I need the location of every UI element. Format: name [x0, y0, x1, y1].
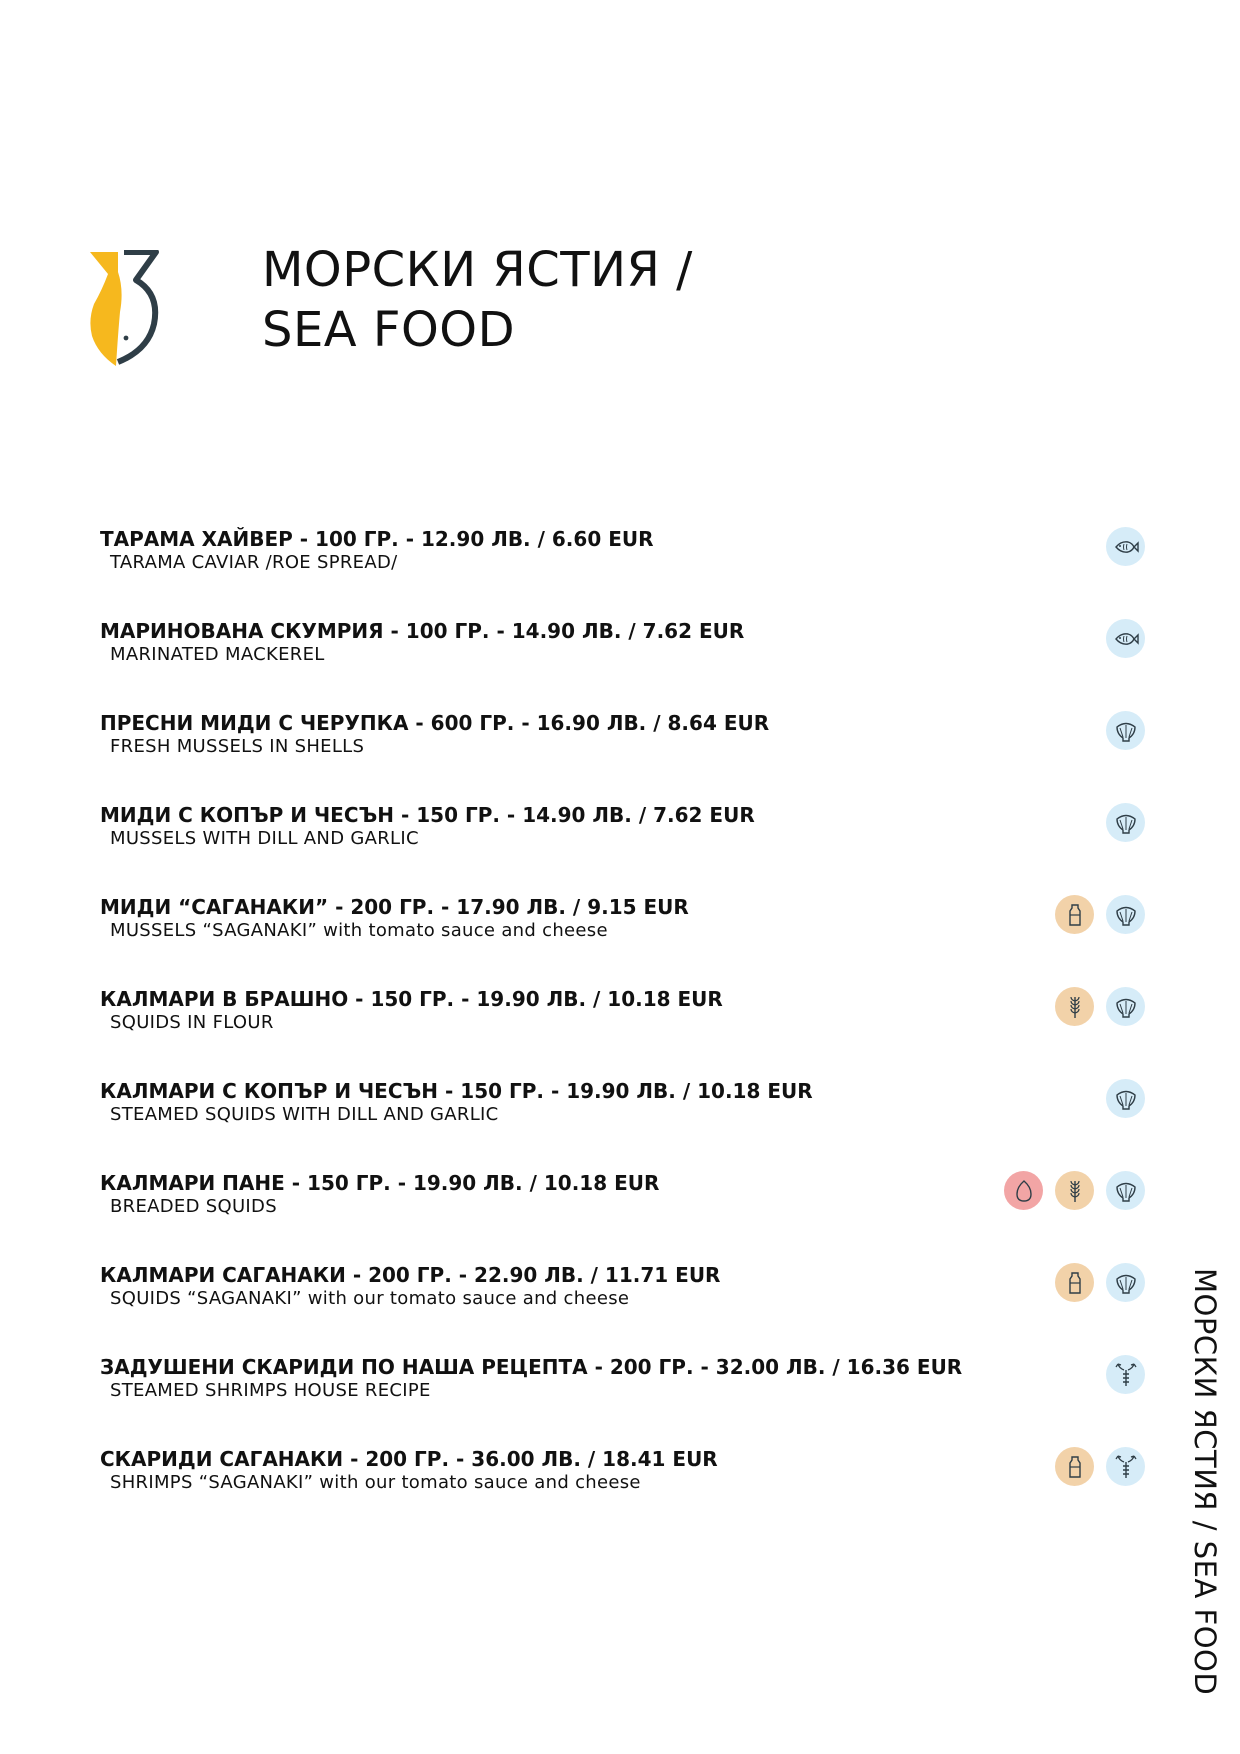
menu-item-price: - 600 ГР. - 16.90 ЛВ. / 8.64 EUR — [408, 711, 770, 735]
menu-item-english: STEAMED SHRIMPS HOUSE RECIPE — [110, 1380, 431, 1401]
menu-item-title — [100, 1079, 813, 1103]
menu-item — [100, 803, 1145, 895]
menu-item-name: МИДИ С КОПЪР И ЧЕСЪН — [100, 803, 395, 827]
menu-item-name: ПРЕСНИ МИДИ С ЧЕРУПКА — [100, 711, 409, 735]
allergen-icons — [1106, 711, 1145, 750]
menu-item — [100, 987, 1145, 1079]
menu-item-text — [100, 1263, 720, 1310]
menu-item-english: STEAMED SQUIDS WITH DILL AND GARLIC — [110, 1104, 499, 1125]
gluten-allergen-icon — [1055, 987, 1094, 1026]
menu-item-title — [100, 619, 744, 643]
menu-item-text — [100, 1079, 813, 1126]
menu-item-price: - 200 ГР. - 32.00 ЛВ. / 16.36 EUR — [587, 1355, 963, 1379]
menu-item-price: - 150 ГР. - 19.90 ЛВ. / 10.18 EUR — [438, 1079, 813, 1103]
menu-item-name: СКАРИДИ САГАНАКИ — [100, 1447, 344, 1471]
fish-allergen-icon — [1106, 527, 1145, 566]
allergen-icons — [1106, 803, 1145, 842]
mollusc-allergen-icon — [1106, 1079, 1145, 1118]
milk-allergen-icon — [1055, 1447, 1094, 1486]
crustacean-allergen-icon — [1106, 1355, 1145, 1394]
menu-item-title — [100, 1171, 659, 1195]
allergen-icons — [1055, 987, 1145, 1026]
menu-item-name: КАЛМАРИ С КОПЪР И ЧЕСЪН — [100, 1079, 439, 1103]
menu-item-text — [100, 895, 689, 942]
menu-item-english: SHRIMPS “SAGANAKI” with our tomato sauce and cheese — [110, 1472, 641, 1493]
page-title — [262, 240, 693, 360]
allergen-icons — [1106, 619, 1145, 658]
menu-item-name: ЗАДУШЕНИ СКАРИДИ ПО НАША РЕЦЕПТА — [100, 1355, 588, 1379]
menu-item-name: МАРИНОВАНА СКУМРИЯ — [100, 619, 384, 643]
menu-item-price: - 150 ГР. - 19.90 ЛВ. / 10.18 EUR — [348, 987, 723, 1011]
menu-item-price: - 200 ГР. - 17.90 ЛВ. / 9.15 EUR — [328, 895, 689, 919]
side-title: МОРСКИ ЯСТИЯ / SEA FOOD — [1188, 1268, 1222, 1696]
menu-item — [100, 1079, 1145, 1171]
allergen-icons — [1106, 527, 1145, 566]
menu-item-price: - 100 ГР. - 12.90 ЛВ. / 6.60 EUR — [292, 527, 654, 551]
menu-item-text — [100, 1171, 659, 1218]
menu-item-english: SQUIDS IN FLOUR — [110, 1012, 274, 1033]
menu-item — [100, 527, 1145, 619]
menu-item-title — [100, 1355, 962, 1379]
crustacean-allergen-icon — [1106, 1447, 1145, 1486]
milk-allergen-icon — [1055, 1263, 1094, 1302]
menu-item — [100, 1355, 1145, 1447]
menu-item-english: TARAMA CAVIAR /ROE SPREAD/ — [110, 552, 398, 573]
allergen-icons — [1106, 1079, 1145, 1118]
mollusc-allergen-icon — [1106, 711, 1145, 750]
allergen-icons — [1004, 1171, 1145, 1210]
menu-item-name: КАЛМАРИ САГАНАКИ — [100, 1263, 346, 1287]
menu-item-text — [100, 527, 654, 574]
milk-allergen-icon — [1055, 895, 1094, 934]
menu-item — [100, 711, 1145, 803]
logo-stroke — [118, 252, 156, 362]
egg-allergen-icon — [1004, 1171, 1043, 1210]
restaurant-logo — [88, 250, 160, 366]
mollusc-allergen-icon — [1106, 987, 1145, 1026]
page-title-line1: МОРСКИ ЯСТИЯ / — [262, 242, 693, 298]
mollusc-allergen-icon — [1106, 1171, 1145, 1210]
menu-item-english: MUSSELS WITH DILL AND GARLIC — [110, 828, 419, 849]
menu-item-english: MUSSELS “SAGANAKI” with tomato sauce and cheese — [110, 920, 608, 941]
menu-item-english: FRESH MUSSELS IN SHELLS — [110, 736, 365, 757]
allergen-icons — [1055, 1263, 1145, 1302]
menu-item-title — [100, 527, 654, 551]
menu-item — [100, 895, 1145, 987]
menu-item-text — [100, 619, 744, 666]
menu-item — [100, 619, 1145, 711]
menu-item-text — [100, 1447, 718, 1494]
page-title-line2: SEA FOOD — [262, 302, 516, 358]
menu-item-name: КАЛМАРИ В БРАШНО — [100, 987, 349, 1011]
allergen-icons — [1055, 895, 1145, 934]
menu-item-text — [100, 711, 769, 758]
gluten-allergen-icon — [1055, 1171, 1094, 1210]
menu-item-name: МИДИ “САГАНАКИ” — [100, 895, 329, 919]
menu-item-price: - 150 ГР. - 14.90 ЛВ. / 7.62 EUR — [394, 803, 755, 827]
menu-item-name: ТАРАМА ХАЙВЕР — [100, 527, 293, 551]
mollusc-allergen-icon — [1106, 1263, 1145, 1302]
menu-item-english: SQUIDS “SAGANAKI” with our tomato sauce and cheese — [110, 1288, 630, 1309]
menu-item-name: КАЛМАРИ ПАНЕ — [100, 1171, 285, 1195]
menu-item-price: - 200 ГР. - 22.90 ЛВ. / 11.71 EUR — [345, 1263, 721, 1287]
menu-item-text — [100, 803, 755, 850]
menu-item-text — [100, 987, 723, 1034]
logo-eye — [124, 336, 129, 341]
allergen-icons — [1055, 1447, 1145, 1486]
menu-item-title — [100, 987, 723, 1011]
fish-allergen-icon — [1106, 619, 1145, 658]
mollusc-allergen-icon — [1106, 803, 1145, 842]
menu-item-price: - 150 ГР. - 19.90 ЛВ. / 10.18 EUR — [284, 1171, 660, 1195]
menu-item — [100, 1263, 1145, 1355]
mollusc-allergen-icon — [1106, 895, 1145, 934]
menu-item-price: - 200 ГР. - 36.00 ЛВ. / 18.41 EUR — [343, 1447, 718, 1471]
menu-item — [100, 1171, 1145, 1263]
menu-item — [100, 1447, 1145, 1539]
logo-fish-body — [90, 252, 122, 366]
menu-item-title — [100, 803, 755, 827]
menu-item-title — [100, 711, 769, 735]
menu-item-title — [100, 1263, 720, 1287]
menu-item-english: MARINATED MACKEREL — [110, 644, 325, 665]
menu-item-title — [100, 1447, 718, 1471]
menu-item-english: BREADED SQUIDS — [110, 1196, 277, 1217]
menu-item-price: - 100 ГР. - 14.90 ЛВ. / 7.62 EUR — [383, 619, 745, 643]
allergen-icons — [1106, 1355, 1145, 1394]
menu-item-text — [100, 1355, 962, 1402]
menu-item-title — [100, 895, 689, 919]
menu-list — [100, 527, 1145, 1539]
